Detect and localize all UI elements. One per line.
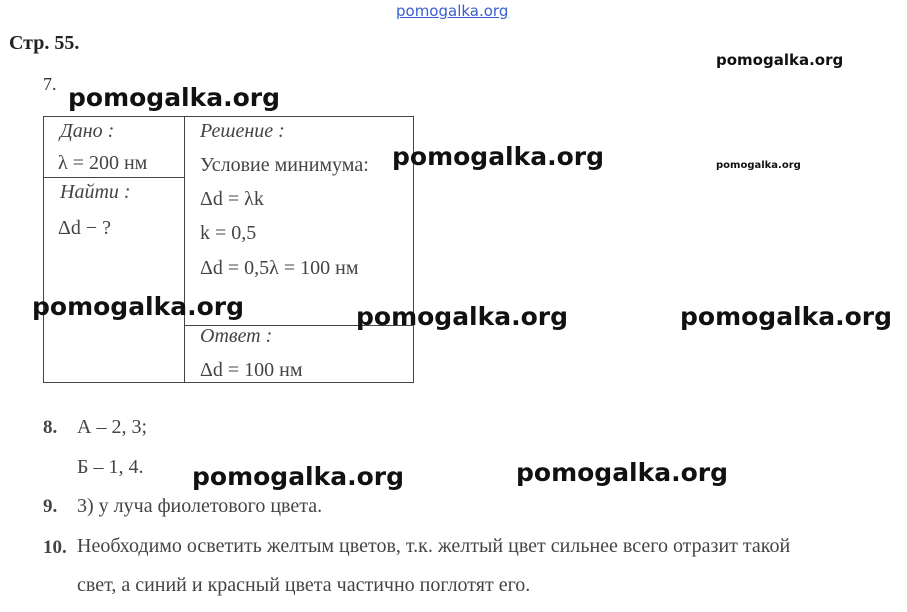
- given-value: λ = 200 нм: [58, 152, 148, 174]
- task-7-number: 7.: [43, 74, 57, 94]
- task-9-number: 9.: [43, 496, 58, 517]
- task-8-line: Б – 1, 4.: [77, 456, 144, 478]
- watermark: pomogalka.org: [716, 51, 844, 69]
- answer-label: Ответ :: [200, 325, 273, 347]
- task-8-number: 8.: [43, 417, 58, 438]
- solution-line: Условие минимума:: [200, 154, 369, 176]
- watermark: pomogalka.org: [68, 83, 281, 112]
- watermark-top-link[interactable]: pomogalka.org: [396, 2, 509, 20]
- solution-line: Δd = λk: [200, 188, 264, 210]
- task-10-line: Необходимо осветить желтым цветов, т.к. желтый цвет сильнее всего отразит такой: [77, 535, 791, 557]
- solution-line: Δd = 0,5λ = 100 нм: [200, 257, 359, 279]
- watermark: pomogalka.org: [32, 292, 245, 321]
- watermark: pomogalka.org: [192, 462, 405, 491]
- task-8-line: А – 2, 3;: [77, 416, 147, 438]
- task-10-number: 10.: [43, 537, 67, 558]
- watermark: pomogalka.org: [516, 458, 729, 487]
- watermark: pomogalka.org: [392, 142, 605, 171]
- solution-line: k = 0,5: [200, 222, 257, 244]
- answer-value: Δd = 100 нм: [200, 359, 303, 381]
- given-label: Дано :: [60, 120, 115, 142]
- task-9-text: 3) у луча фиолетового цвета.: [77, 495, 323, 517]
- task-10-line: свет, а синий и красный цвета частично поглотят его.: [77, 574, 531, 596]
- watermark: pomogalka.org: [356, 302, 569, 331]
- watermark: pomogalka.org: [680, 302, 893, 331]
- watermark: pomogalka.org: [716, 160, 801, 171]
- table-divider-given: [44, 177, 184, 178]
- find-label: Найти :: [60, 181, 131, 203]
- find-value: Δd − ?: [58, 217, 112, 239]
- page-title: Стр. 55.: [9, 32, 80, 54]
- solution-table: [43, 116, 414, 383]
- solution-label: Решение :: [200, 120, 285, 142]
- table-divider-vertical: [184, 117, 185, 383]
